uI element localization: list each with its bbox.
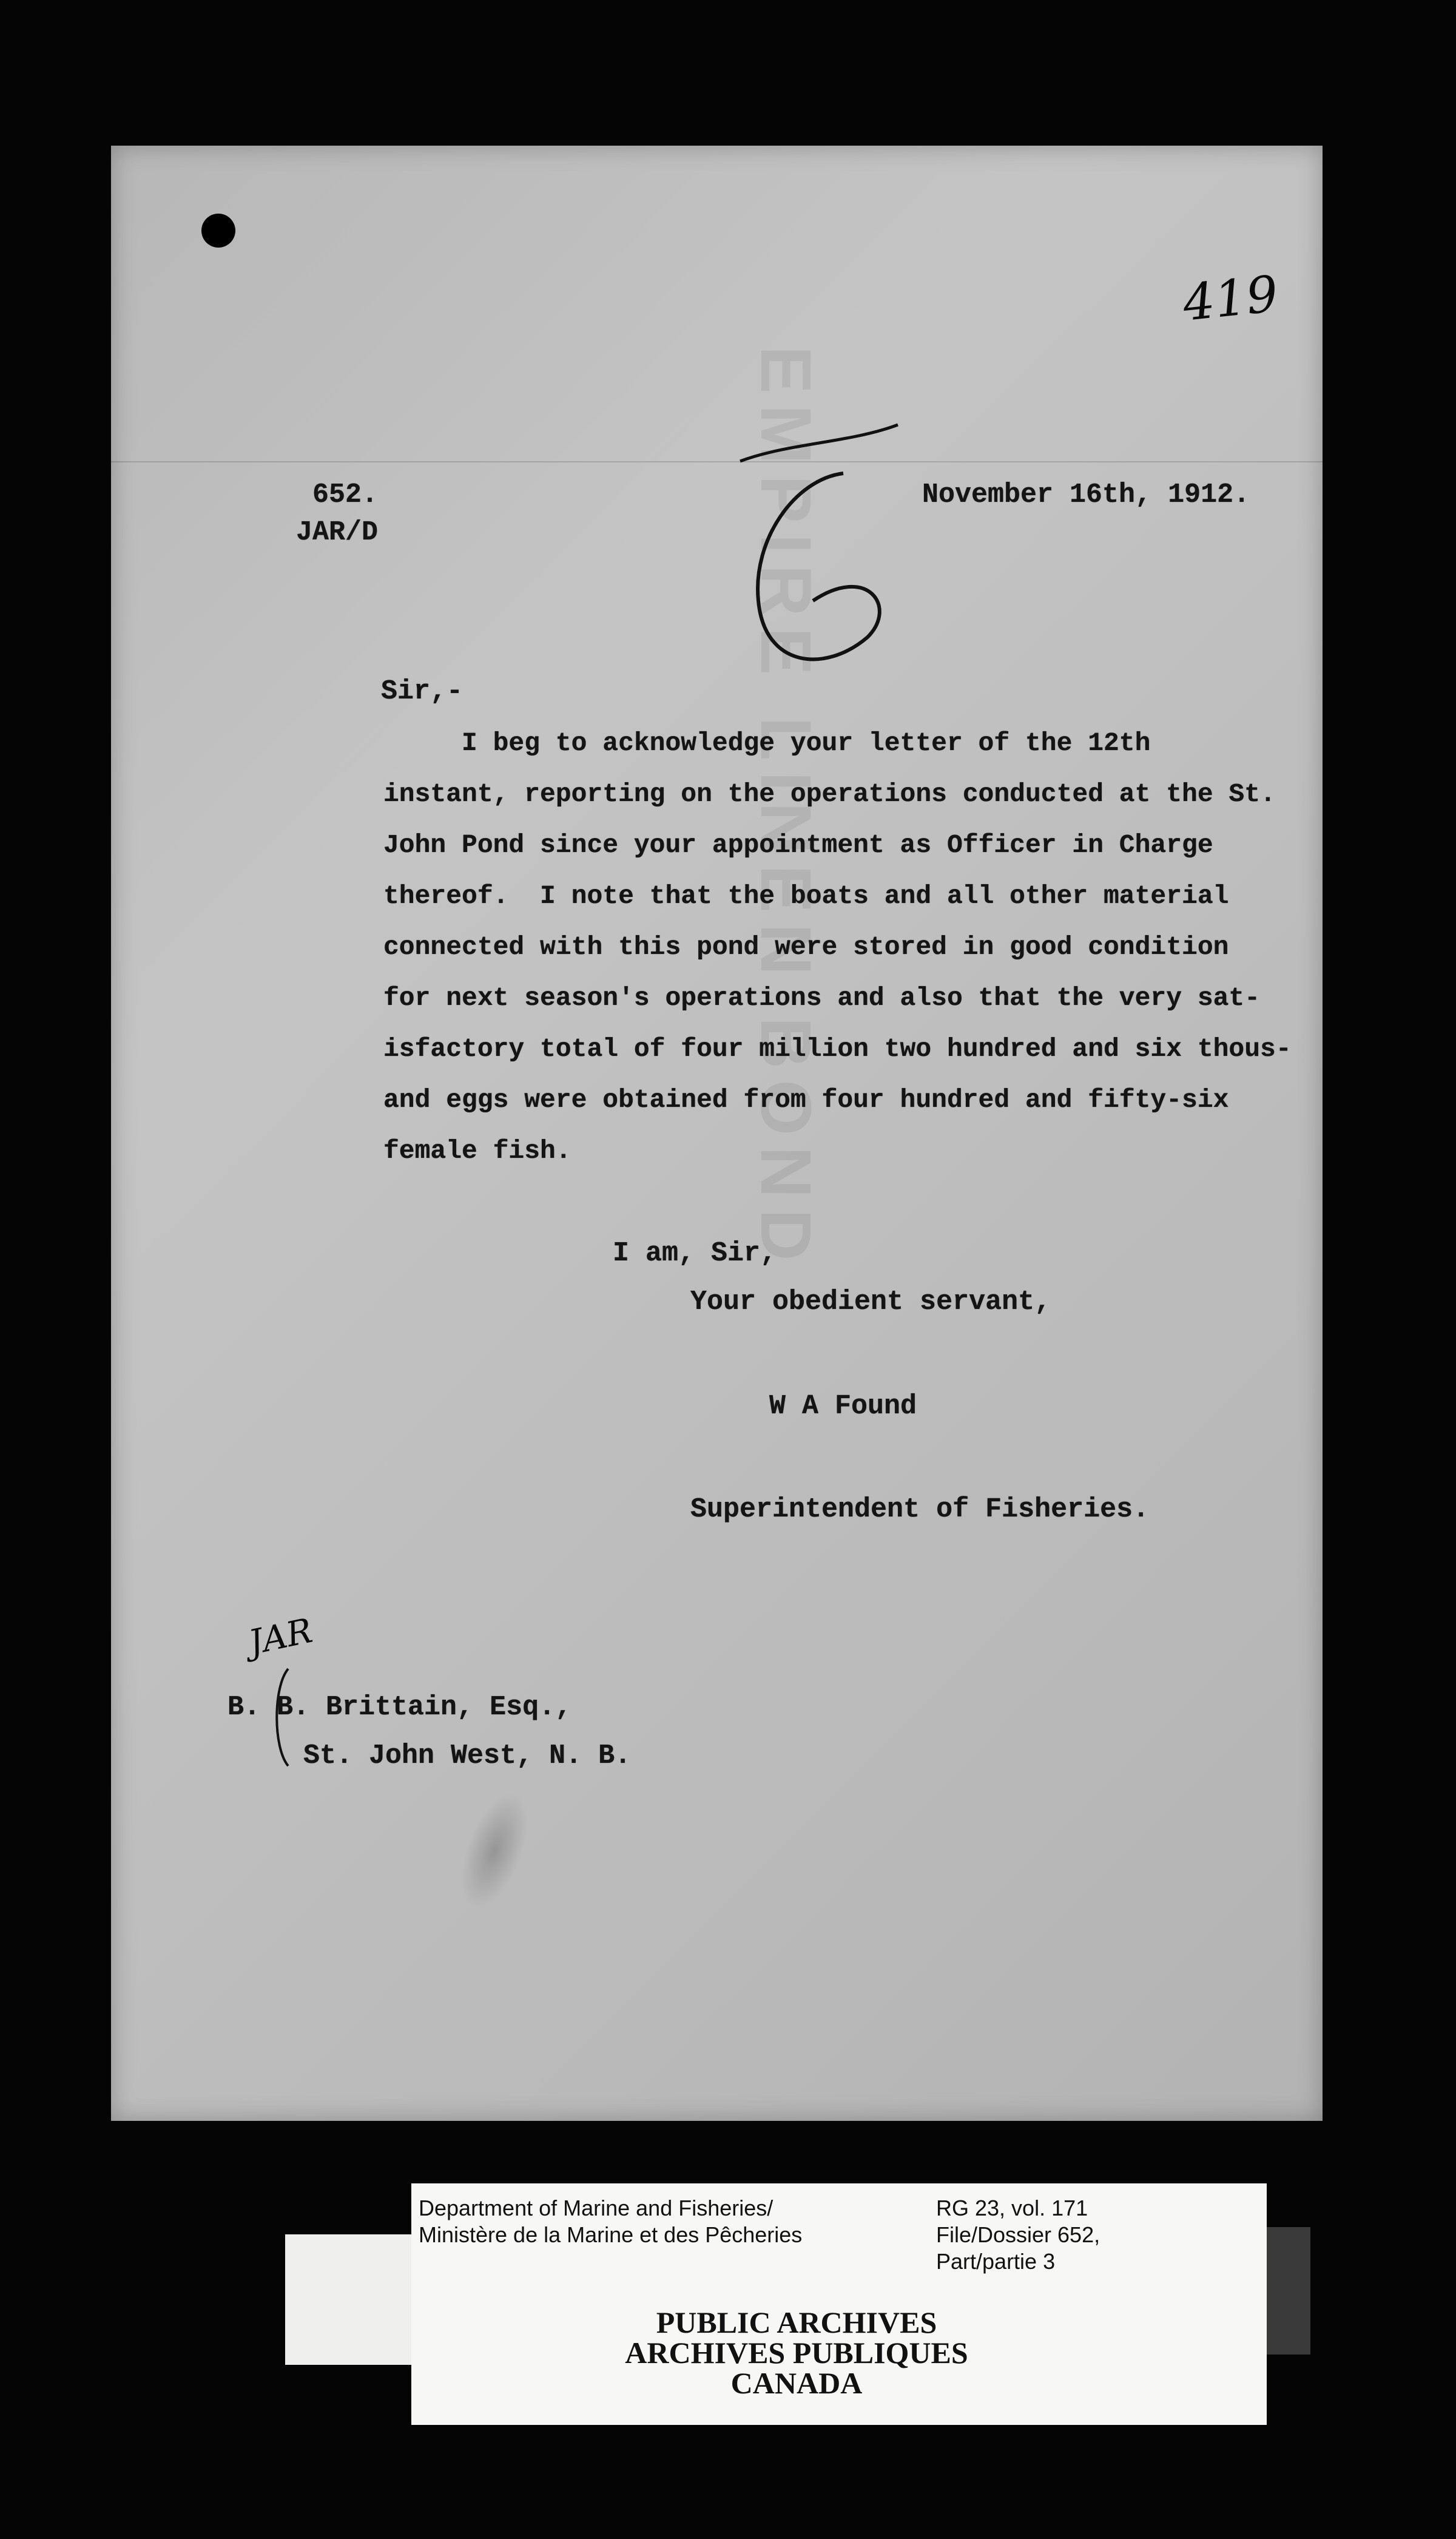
file-dossier: File/Dossier 652, <box>936 2222 1100 2247</box>
recipient-address: St. John West, N. B. <box>303 1740 632 1771</box>
body-line: connected with this pond were stored in good condition <box>383 932 1229 962</box>
signer-title: Superintendent of Fisheries. <box>690 1494 1150 1525</box>
handwritten-initials: JAR <box>245 1611 316 1663</box>
body-line: female fish. <box>383 1136 571 1166</box>
department-fr: Ministère de la Marine et des Pêcheries <box>419 2222 803 2247</box>
body-line: instant, reporting on the operations conducted at the St. <box>383 779 1276 809</box>
closing-line-1: I am, Sir, <box>613 1238 777 1269</box>
reference-code: JAR/D <box>296 517 379 548</box>
label-tab <box>285 2234 425 2365</box>
department-en: Department of Marine and Fisheries/ <box>419 2196 774 2220</box>
letter-date: November 16th, 1912. <box>922 479 1250 510</box>
file-reference: 652. <box>312 479 379 510</box>
page-number: 419 <box>1180 265 1281 333</box>
archive-country: CANADA <box>730 2366 863 2400</box>
salutation: Sir,- <box>381 676 463 707</box>
handwritten-mark <box>716 401 922 716</box>
recipient-name: B. B. Brittain, Esq., <box>228 1692 572 1723</box>
body-line: I beg to acknowledge your letter of the 12th <box>383 728 1151 758</box>
body-line: thereof. I note that the boats and all other material <box>383 881 1229 911</box>
record-group: RG 23, vol. 171 <box>936 2196 1088 2220</box>
archive-label <box>411 2183 1267 2425</box>
watermark: EMPIRE LINEN BOND <box>746 346 826 1272</box>
closing-line-2: Your obedient servant, <box>690 1286 1051 1317</box>
body-line: for next season's operations and also that the very sat- <box>383 983 1261 1013</box>
punch-hole <box>201 214 235 248</box>
part-partie: Part/partie 3 <box>936 2249 1056 2274</box>
body-line: isfactory total of four million two hundred and six thous- <box>383 1034 1292 1064</box>
archive-title-en: PUBLIC ARCHIVES <box>656 2305 937 2339</box>
archive-title-fr: ARCHIVES PUBLIQUES <box>625 2336 968 2370</box>
signature: W A Found <box>769 1391 917 1422</box>
body-line: John Pond since your appointment as Officer in Charge <box>383 830 1213 860</box>
body-line: and eggs were obtained from four hundred and fifty-six <box>383 1085 1229 1115</box>
